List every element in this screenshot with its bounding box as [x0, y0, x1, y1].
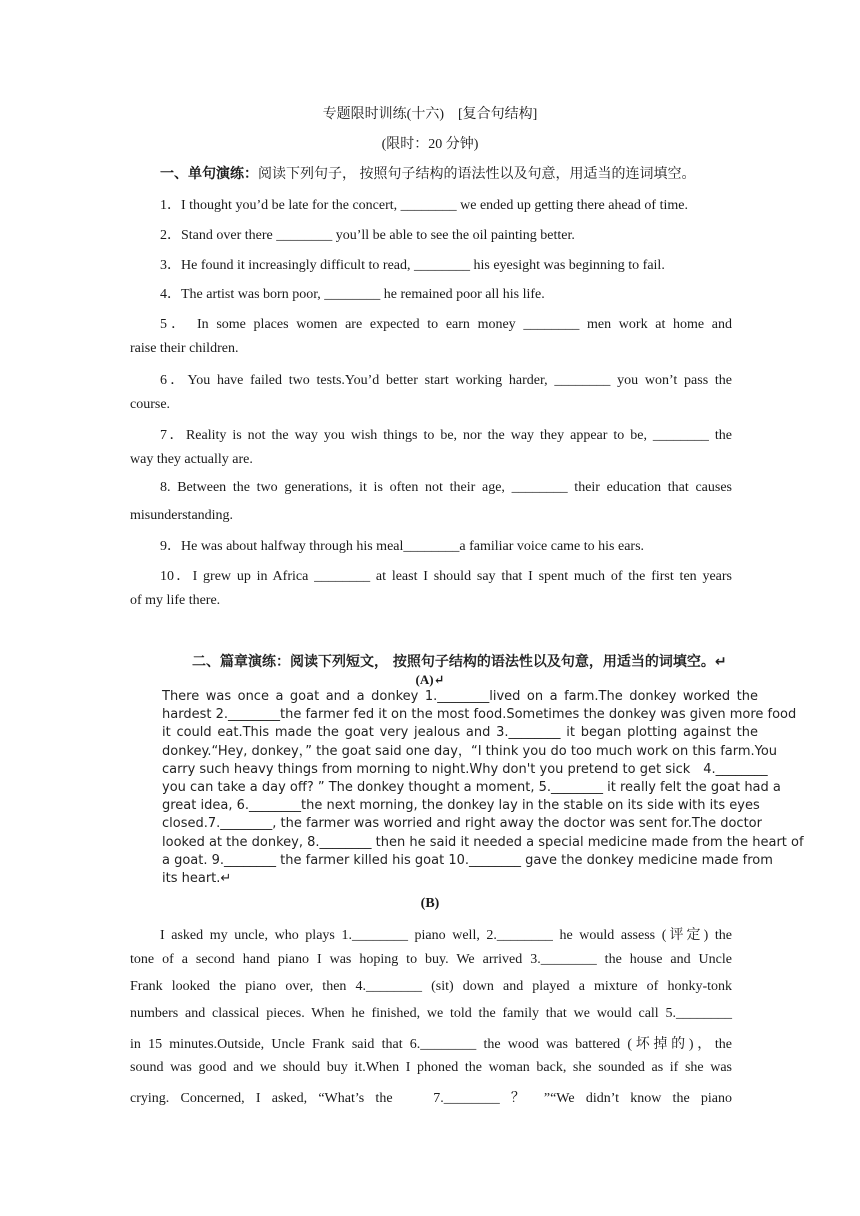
question-8-continuation: misunderstanding. [130, 508, 234, 523]
question-10-continuation: of my life there. [130, 593, 221, 608]
passage-b-line: numbers and classical pieces. When he finished, we told the family that we would call 5.________ [130, 1006, 732, 1021]
passage-b-line: crying. Concerned, I asked, “What’s the 7.________ ？ ”“We didn’t know the piano [130, 1091, 732, 1106]
passage-a-line: hardest 2.________the farmer fed it on the most food.Sometimes the donkey was given more food [162, 707, 797, 723]
section1-instruction: 阅读下列句子， 按照句子结构的语法性以及句意，用适当的连词填空。 [258, 167, 696, 182]
passage-a-line: closed.7.________, the farmer was worried and right away the doctor was sent for.The doctor [162, 816, 762, 832]
question-3: 3．He found it increasingly difficult to read, ________ his eyesight was beginning to fail. [160, 258, 665, 273]
passage-a-line: it could eat.This made the goat very jealous and 3.________ it began plotting against the [162, 725, 758, 741]
passage-a-line: a goat. 9.________ the farmer killed his goat 10.________ gave the donkey medicine made from [162, 852, 773, 868]
passage-a-text [162, 688, 804, 888]
passage-a-line: There was once a goat and a donkey 1.________lived on a farm.The donkey worked the [162, 689, 758, 704]
page-title: 专题限时训练(十六) [复合句结构] [322, 107, 538, 122]
passage-b-line: in 15 minutes.Outside, Uncle Frank said that 6.________ the wood was battered (坏掉的)，the [130, 1037, 732, 1052]
question-2: 2．Stand over there ________ you’ll be able to see the oil painting better. [160, 228, 575, 243]
passage-a-line: its heart.↵ [162, 870, 232, 886]
passage-a-label: (A)↵ [415, 672, 445, 687]
passage-b-label: (B) [420, 896, 440, 911]
question-9: 9．He was about halfway through his meal________a familiar voice came to his ears. [160, 539, 645, 554]
section2-heading: 二、篇章演练：阅读下列短文， 按照句子结构的语法性以及句意，用适当的词填空。↵ [192, 654, 727, 670]
passage-a-line: looked at the donkey, 8.________ then he said it needed a special medicine made from the heart of [162, 834, 804, 850]
question-6: 6．You have failed two tests.You’d better start working harder, ________ you won’t pass the [160, 373, 732, 388]
passage-b-line: Frank looked the piano over, then 4.________ (sit) down and played a mixture of honky-tonk [130, 979, 732, 994]
passage-a-line: great idea, 6.________the next morning, the donkey lay in the stable on its side with its eyes [162, 798, 760, 814]
question-10: 10．I grew up in Africa ________ at least I should say that I spent much of the first ten years [160, 569, 732, 584]
passage-b-line: I asked my uncle, who plays 1.________ piano well, 2.________ he would assess (评定) the [160, 928, 732, 943]
passage-a-line: carry such heavy things from morning to night.Why don't you pretend to get sick 4.________ [162, 761, 768, 777]
question-5-continuation: raise their children. [130, 341, 239, 356]
passage-b-line: sound was good and we should buy it.When I phoned the woman back, she sounded as if she was [130, 1060, 732, 1075]
passage-a-line: you can take a day off? ” The donkey thought a moment, 5.________ it really felt the goat had a [162, 779, 781, 795]
passage-b-line: tone of a second hand piano I was hoping to buy. We arrived 3.________ the house and Uncle [130, 952, 732, 967]
time-limit: (限时：20 分钟) [381, 137, 479, 152]
question-8: 8. Between the two generations, it is often not their age, ________ their education that causes [160, 480, 732, 495]
question-5: 5． In some places women are expected to earn money ________ men work at home and [160, 317, 732, 332]
section1-heading-line [160, 163, 696, 183]
question-4: 4．The artist was born poor, ________ he remained poor all his life. [160, 287, 545, 302]
passage-a-line: donkey.“Hey, donkey，” the goat said one day，“I think you do too much work on this farm.You [162, 743, 778, 759]
question-1: 1．I thought you’d be late for the concert, ________ we ended up getting there ahead of time. [160, 198, 688, 213]
question-7-continuation: way they actually are. [130, 452, 253, 467]
question-6-continuation: course. [130, 397, 171, 412]
question-7: 7．Reality is not the way you wish things to be, nor the way they appear to be, ________ the [160, 428, 732, 443]
section1-heading: 一、单句演练： [160, 167, 258, 182]
